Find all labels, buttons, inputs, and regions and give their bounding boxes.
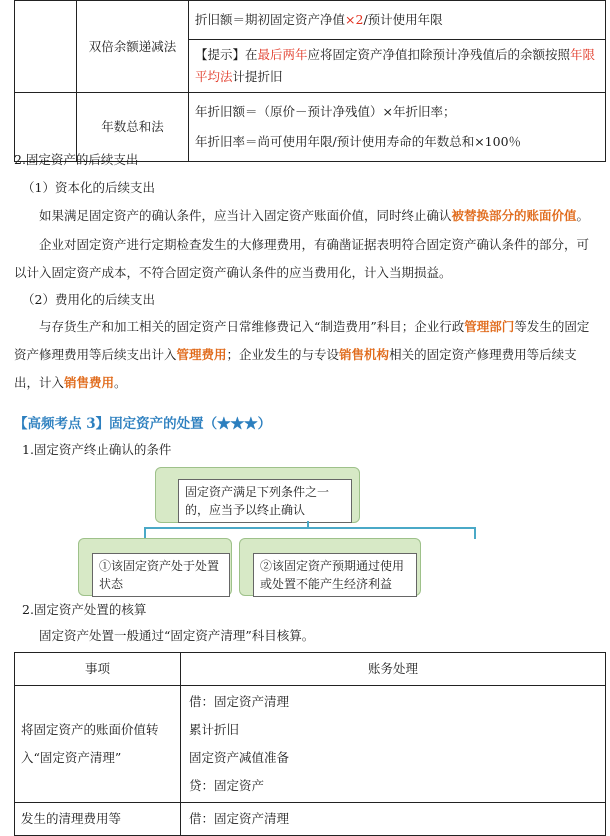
formula-line: 年折旧率＝尚可使用年限/预计使用寿命的年数总和×100％ [195,134,522,149]
tip-cell [189,40,606,93]
table-row [15,1,606,40]
entry-cell: 借：固定资产清理 [181,803,606,836]
formula-text: 折旧额＝期初固定资产净值 [195,12,346,27]
entry-line: 累计折旧 [189,722,240,737]
tip-suffix: 计提折旧 [232,69,283,84]
column-header: 账务处理 [181,653,606,686]
paragraph-text: 与存货生产和加工相关的固定资产日常维修费记入“制造费用”科目；企业行政 [39,319,465,334]
paragraph-text: ；企业发生的与专设 [226,347,340,362]
paragraph [14,202,594,230]
blank-cell [15,1,77,93]
paragraph [14,313,594,397]
entry-line: 贷：固定资产 [189,778,265,793]
entry-line: 借：固定资产清理 [189,694,290,709]
table-header-row [15,653,606,686]
paragraph-text: 。 [576,208,590,223]
tip-mid: 应将固定资产净值扣除预计净残值后的余额按照 [307,47,571,62]
column-header: 事项 [15,653,181,686]
highlight-text: 被替换部分的账面价值 [451,208,577,223]
table-row [15,686,606,803]
method-cell [77,1,189,93]
subsection-title: （2）费用化的后续支出 [22,292,155,307]
table-row [15,803,606,836]
section-title: 2.固定资产的后续支出 [14,152,139,167]
paragraph-text: 。 [114,375,127,390]
method-label: 双倍余额递减法 [88,38,177,54]
formula-line: 年折旧额＝（原价－预计净残值）×年折旧率； [195,104,456,119]
highfreq-title: 【高频考点 3】固定资产的处置（★★★） [14,416,272,432]
formula-highlight: ×2 [345,12,364,27]
formula-text-end: /预计使用年限 [363,12,443,27]
accounting-table [14,652,606,836]
item-cell: 发生的清理费用等 [15,803,181,836]
top-box-text: 固定资产满足下列条件之一的，应当予以终止确认 [178,479,352,523]
right-box-text: ②该固定资产预期通过使用或处置不能产生经济利益 [253,553,417,597]
tip-highlight-2: 年限平均法 [195,47,596,84]
entry-line: 固定资产减值准备 [189,750,290,765]
left-box-text: ①该固定资产处于处置状态 [92,553,230,597]
method-label: 年数总和法 [101,119,164,134]
depreciation-table [14,0,606,162]
tip-prefix: 【提示】在 [195,47,258,62]
paragraph-text: 如果满足固定资产的确认条件，应当计入固定资产账面价值，同时终止确认 [39,208,452,223]
subsection-title: （1）资本化的后续支出 [22,180,155,195]
subsection-title: 1.固定资产终止确认的条件 [22,442,172,457]
formula-cell [189,1,606,40]
connector [474,527,476,539]
paragraph: 企业对固定资产进行定期检查发生的大修理费用，有确凿证据表明符合固定资产确认条件的部分，可以计入固定资产成本，不符合固定资产确认条件的应当费用化，计入当期损益。 [14,237,590,280]
paragraph-text: 相关的固定资产修理费用等后续支出，计入 [14,347,577,390]
highlight-text: 销售费用 [64,375,115,390]
paragraph: 固定资产处置一般通过“固定资产清理”科目核算。 [39,628,315,643]
tip-highlight-1: 最后两年 [257,47,308,62]
paragraph-text: 等发生的固定资产修理费用等后续支出计入 [14,319,590,362]
entry-cell [181,686,606,803]
item-cell: 将固定资产的账面价值转入“固定资产清理” [15,686,181,803]
highlight-text: 管理费用 [176,347,227,362]
highlight-text: 销售机构 [339,347,390,362]
subsection-title: 2.固定资产处置的核算 [22,602,147,617]
connector [144,527,476,529]
highlight-text: 管理部门 [464,319,515,334]
